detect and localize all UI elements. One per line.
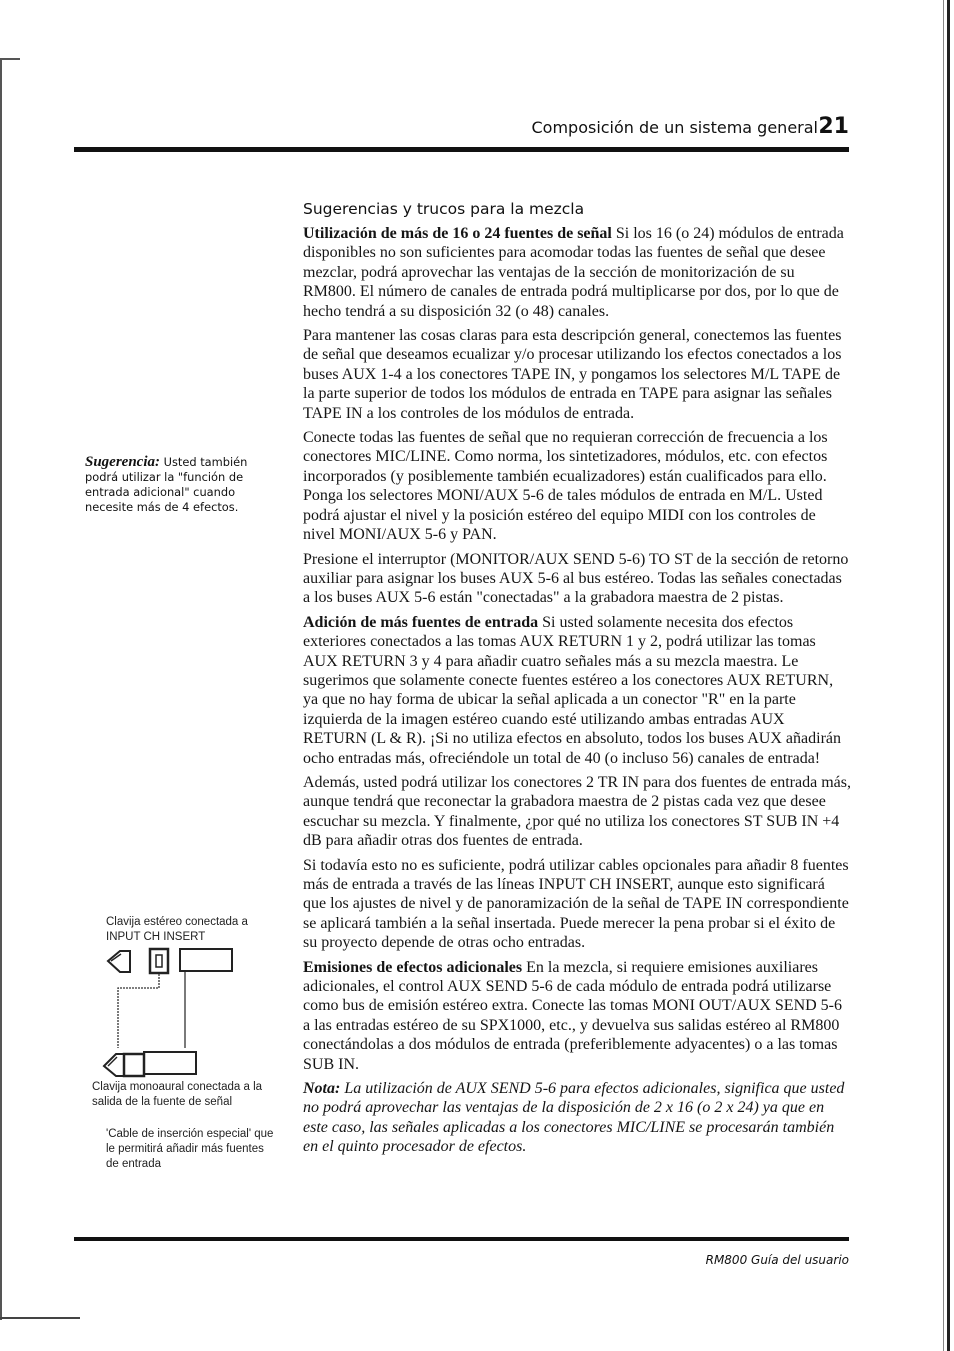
note-body: La utilización de AUX SEND 5-6 para efectos adicionales, significa que usted no podrá aprovechar las ventajas de la disposición de 2 x 16 (o 2 x 24) ya que en este caso, las señales aplicadas a los conectores MIC/LINE se procesarán también en el quinto procesador de efectos.: [303, 1080, 845, 1156]
scan-edge: [0, 1317, 80, 1319]
insert-cable-icon: [100, 944, 260, 1080]
paragraph: Conecte todas las fuentes de señal que no requieran corrección de frecuencia a los conectores MIC/LINE. Como norma, los sintetizadores, módulos, etc. con efectos incorporados (y posiblemente también ecualizadores) están cualificados para ello. Ponga los selectores MONI/AUX 5-6 de tales módulos de entrada en M/L. Usted podrá ajustar el nivel y la posición estéreo del equipo MIDI con los controles de nivel MONI/AUX 5-6 y PAN.: [303, 429, 828, 544]
paragraph: Además, usted podrá utilizar los conectores 2 TR IN para dos fuentes de entrada más, aunque tendrá que reconectar la grabadora maestra de 2 pistas cada vez que desee escuchar su mezcla. Y finalmente, ¿por qué no utiliza los conectores ST SUB IN +4 dB para añadir otras dos fuentes de entrada.: [303, 773, 851, 850]
paragraph-body: En la mezcla, si requiere emisiones auxiliares adicionales, el control AUX SEND 5-6 de cada módulo de entrada podrá utilizarse como bus de emisión estéreo extra. Conecte las tomas MONI OUT/AUX SEND 5-6 a las entradas estéreo de su SPX1000, etc., y devuelva sus salidas estéreo al RM800 conectándolas a dos módulos de entrada (preferiblemente adyacentes) o a las tomas SUB IN.: [303, 958, 842, 1073]
caption-mono-plug: Clavija monoaural conectada a la salida de la fuente de señal: [92, 1081, 263, 1108]
section-heading: Sugerencias y trucos para la mezcla: [303, 200, 585, 218]
page-number: 21: [818, 114, 849, 139]
paragraph: Para mantener las cosas claras para esta descripción general, conectemos las fuentes de señal que deseamos ecualizar y/o procesar utilizando los efectos conectados a los buses AUX 1-4 a los conectores TAPE IN, y pongamos los selectores M/L TAPE de la parte superior de todos los módulos de entrada en TAPE para asignar las señales TAPE IN a los controles de los módulos de entrada.: [303, 327, 842, 422]
tip-body: Usted también podrá utilizar la "función de entrada adicional" cuando necesite más de 4 efectos.: [85, 455, 248, 514]
header-rule: [74, 147, 849, 152]
paragraph-body: Si los 16 (o 24) módulos de entrada disponibles no son suficientes para acomodar todas las fuentes de señal que desee mezclar, podrá aprovechar las ventajas de la sección de monitorización de su RM800. El número de canales de entrada podrá multiplicarse por dos, por lo que de hecho tendrá a su disposición 32 (o 48) canales.: [303, 225, 844, 320]
footer-guide-title: RM800 Guía del usuario: [705, 1253, 849, 1267]
note-label: Nota:: [303, 1080, 341, 1098]
paragraph: Si todavía esto no es suficiente, podrá utilizar cables opcionales para añadir 8 fuentes más de entrada a través de las líneas INPUT CH INSERT, aunque esto significará que los ajustes de nivel y de panoramización de la señal de TAPE IN correspondiente se aplicará también a la señal insertada. Puede merecer la pena probar si el éxito de su proyecto depende de otras ocho entradas.: [303, 856, 849, 952]
paragraph-body: Si usted solamente necesita dos efectos exteriores conectados a las tomas AUX RETURN 1 y 2, podrá utilizar las tomas AUX RETURN 3 y 4 para añadir cuatro señales más a su mezcla maestra. Le sugerimos que solamente conecte fuentes estéreo a los conectores AUX RETURN, ya que no hay forma de ubicar la señal aplicada a un conector "R" en la parte izquierda de la imagen estéreo cuando esté utilizando ambas entradas AUX RETURN (L & R). ¡Si no utiliza efectos en absoluto, todos los buses AUX añadirán ocho entradas más, ofreciéndole un total de 40 (o incluso 56) canales de entrada!: [303, 613, 841, 767]
scan-edge: [0, 60, 2, 1320]
sidebar-tip: [85, 455, 275, 515]
paragraph: [303, 613, 851, 768]
running-head: Composición de un sistema general: [531, 118, 818, 137]
paragraph: Presione el interruptor (MONITOR/AUX SEND 5-6) TO ST de la sección de retorno auxiliar para asignar los buses AUX 5-6 al bus estéreo. Todas las señales conectadas a los buses AUX 5-6 están "conectadas" a la grabadora maestra de 2 pistas.: [303, 550, 849, 607]
tip-label: Sugerencia:: [85, 454, 160, 470]
footer-rule: [74, 1237, 849, 1241]
paragraph: [303, 958, 851, 1074]
paragraph-lead: Utilización de más de 16 o 24 fuentes de señal: [303, 225, 612, 242]
paragraph-lead: Adición de más fuentes de entrada: [303, 613, 539, 631]
caption-insert-cable: 'Cable de inserción especial' que le permitirá añadir más fuentes de entrada: [106, 1128, 274, 1170]
main-column: [303, 200, 851, 1162]
note: [303, 1079, 851, 1157]
scan-edge: [943, 0, 944, 1351]
scan-edge: [0, 58, 20, 60]
paragraph: [303, 224, 851, 321]
scan-edge: [947, 0, 950, 1351]
paragraph-lead: Emisiones de efectos adicionales: [303, 958, 523, 976]
caption-stereo-plug: Clavija estéreo conectada a INPUT CH INSERT: [106, 916, 248, 943]
